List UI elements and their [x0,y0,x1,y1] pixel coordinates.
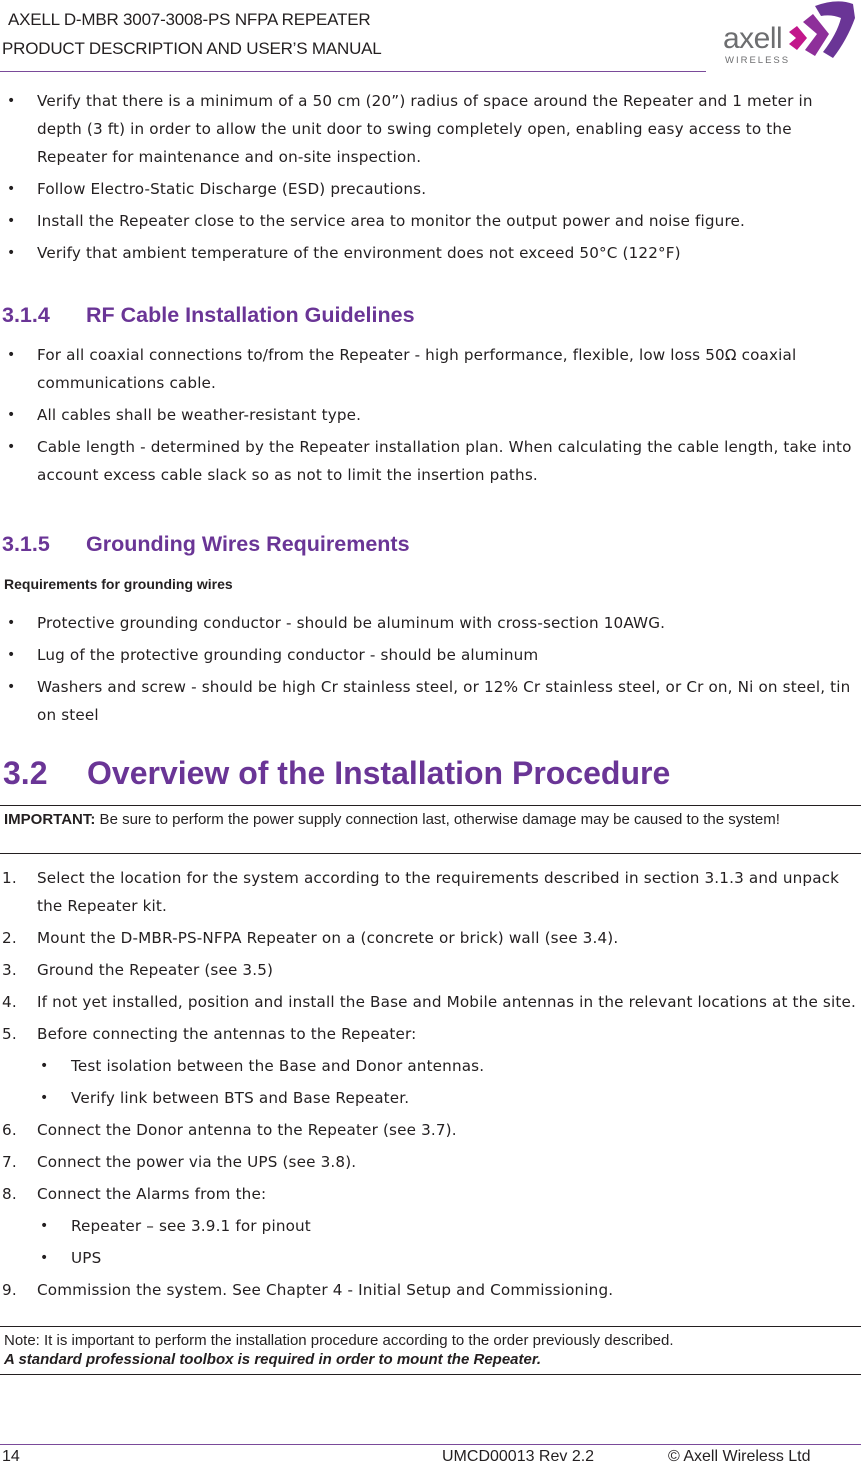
sub-list-item: • UPS [0,1244,861,1272]
axell-chevron-logo-icon [785,0,861,60]
section-heading-3-1-5: 3.1.5 Grounding Wires Requirements [2,532,410,556]
bullet-icon: • [7,347,16,363]
header-divider [0,71,706,72]
list-item: • Lug of the protective grounding conductor - should be aluminum [0,641,861,669]
sub-list-item: • Verify link between BTS and Base Repeater. [0,1084,861,1112]
list-item: • Cable length - determined by the Repeater installation plan. When calculating the cable length, take into account excess cable slack so as not to limit the insertion paths. [0,433,861,489]
step-item: 7. Connect the power via the UPS (see 3.8). [2,1153,357,1171]
installation-steps-list [0,864,861,1304]
list-item: • Install the Repeater close to the service area to monitor the output power and noise figure. [0,207,861,235]
step-item: 1. Select the location for the system according to the requirements described in section 3.1.3 and unpack the Repeater kit. [2,869,840,915]
sub-list-item: • Test isolation between the Base and Donor antennas. [0,1052,861,1080]
bullet-icon: • [40,1090,49,1106]
bullet-icon: • [40,1218,49,1234]
step-item: 3. Ground the Repeater (see 3.5) [2,961,274,979]
axell-wireless-logo [715,0,861,72]
note-callout [0,1326,861,1375]
bullet-icon: • [40,1058,49,1074]
important-text: Be sure to perform the power supply connection last, otherwise damage may be caused to the system! [95,811,780,828]
important-label: IMPORTANT: [4,811,96,828]
bullet-icon: • [7,245,16,261]
note-emphasis: A standard professional toolbox is required in order to mount the Repeater. [4,1351,542,1368]
logo-wordmark: axell [723,22,783,55]
copyright: © Axell Wireless Ltd [668,1448,811,1465]
page-number: 14 [2,1448,20,1465]
bullet-icon: • [7,615,16,631]
rf-cable-guidelines-list [0,341,861,489]
footer-divider [0,1444,861,1445]
step-item: 8. Connect the Alarms from the: [2,1185,267,1203]
bullet-icon: • [7,647,16,663]
grounding-requirements-list [0,609,861,729]
grounding-subheading: Requirements for grounding wires [4,576,233,592]
header-manual-title: PRODUCT DESCRIPTION AND USER’S MANUAL [2,39,382,58]
important-callout [0,805,861,854]
list-item: • All cables shall be weather-resistant type. [0,401,861,429]
list-item: • Follow Electro-Static Discharge (ESD) precautions. [0,175,861,203]
header-product-title: AXELL D-MBR 3007-3008-PS NFPA REPEATER [8,10,371,29]
section-heading-3-1-4: 3.1.4 RF Cable Installation Guidelines [2,303,415,327]
list-item: • Verify that ambient temperature of the environment does not exceed 50°C (122°F) [0,239,861,267]
note-text: Note: It is important to perform the installation procedure according to the order previously described. [4,1332,674,1349]
list-item: • Washers and screw - should be high Cr stainless steel, or 12% Cr stainless steel, or Cr on, Ni on steel, tin on steel [0,673,861,729]
step-item: 9. Commission the system. See Chapter 4 - Initial Setup and Commissioning. [2,1281,614,1299]
list-item: • Protective grounding conductor - should be aluminum with cross-section 10AWG. [0,609,861,637]
page-header [0,0,861,80]
section-heading-3-2: 3.2 Overview of the Installation Procedure [3,755,671,791]
step-item: 2. Mount the D-MBR-PS-NFPA Repeater on a (concrete or brick) wall (see 3.4). [2,929,619,947]
logo-subtitle: WIRELESS [725,55,791,66]
bullet-icon: • [40,1250,49,1266]
bullet-icon: • [7,439,16,455]
sub-list-item: • Repeater – see 3.9.1 for pinout [0,1212,861,1240]
list-item: • For all coaxial connections to/from the Repeater - high performance, flexible, low loss 50Ω coaxial communications cable. [0,341,861,397]
bullet-icon: • [7,679,16,695]
bullet-icon: • [7,93,16,109]
site-requirements-list [0,87,861,267]
step-item: 5. Before connecting the antennas to the Repeater: [2,1025,417,1043]
step-item: 4. If not yet installed, position and install the Base and Mobile antennas in the relevant locations at the site. [2,993,856,1011]
bullet-icon: • [7,407,16,423]
document-id: UMCD00013 Rev 2.2 [442,1448,595,1465]
bullet-icon: • [7,181,16,197]
step-item: 6. Connect the Donor antenna to the Repeater (see 3.7). [2,1121,457,1139]
bullet-icon: • [7,213,16,229]
list-item: • Verify that there is a minimum of a 50 cm (20”) radius of space around the Repeater and 1 meter in depth (3 ft) in order to allow the unit door to swing completely open, enabling easy access to the Repeater for maintenance and on-site inspection. [0,87,861,171]
